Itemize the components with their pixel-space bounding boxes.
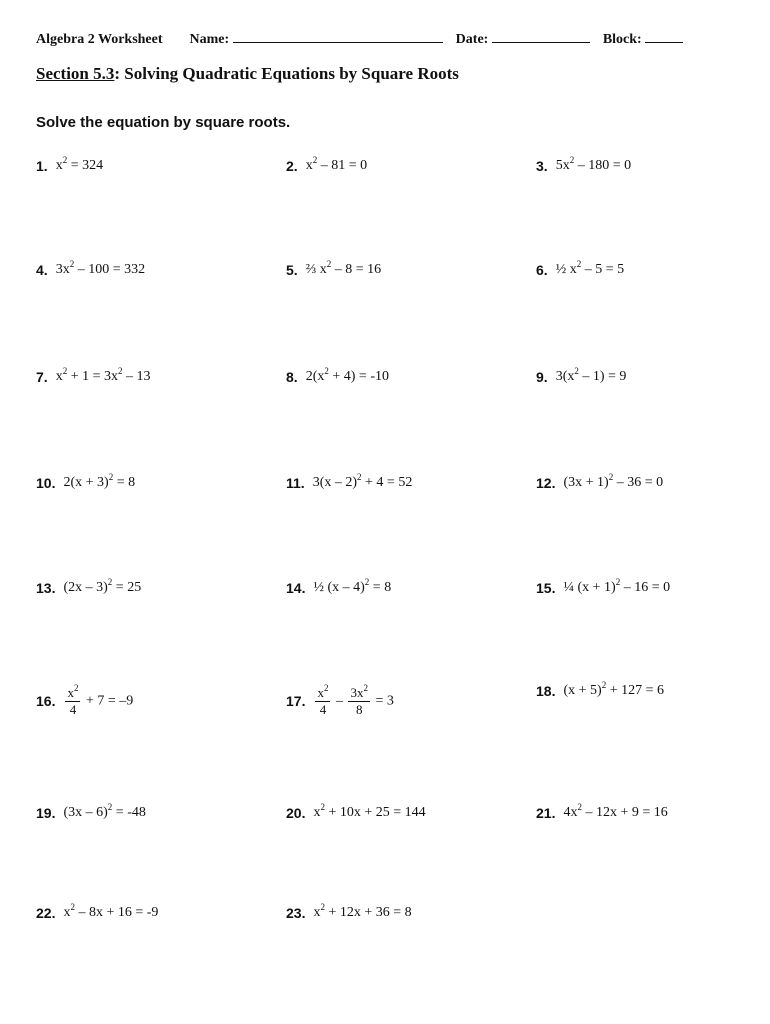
problem-number: 5. (286, 262, 298, 278)
problem-6 (536, 260, 624, 280)
problem-number: 14. (286, 580, 306, 596)
section-number: Section 5.3 (36, 64, 115, 83)
problem-expression: $x^2 + 10x + 25 = 144$ (313, 802, 426, 820)
problem-number: 22. (36, 905, 56, 921)
problem-number: 9. (536, 369, 548, 385)
problem-10 (36, 473, 135, 493)
worksheet-name: Algebra 2 Worksheet (36, 32, 163, 47)
problem-14 (286, 578, 391, 598)
problem-expression: $3x^2 - 100 = 332$ (55, 259, 146, 277)
problem-number: 3. (536, 158, 548, 174)
problem-number: 10. (36, 475, 56, 491)
name-label: Name: (189, 32, 230, 47)
problem-number: 20. (286, 805, 306, 821)
problem-expression (63, 682, 134, 718)
section-heading: : Solving Quadratic Equations by Square Roots (114, 64, 459, 83)
fraction-numerator: $x^2$ (317, 682, 329, 700)
problem-expression: $4x^2 - 12x + 9 = 16$ (563, 802, 668, 820)
problem-number: 23. (286, 905, 306, 921)
problem-11 (286, 473, 412, 493)
problem-expression: (3x – 6)$^2$ = -48 (63, 802, 146, 820)
fraction (65, 682, 80, 718)
fraction-numerator: $3x^2$ (350, 682, 368, 700)
expression-tail: = 3 (375, 693, 394, 709)
problem-expression: $(3x + 1)^2 - 36 = 0$ (563, 472, 664, 490)
problem-number: 15. (536, 580, 556, 596)
fraction-denominator: 8 (355, 701, 363, 717)
problem-number: 6. (536, 262, 548, 278)
section-title (36, 64, 459, 84)
problem-number: 1. (36, 158, 48, 174)
problem-expression: $(x + 5)^2 + 127 = 6$ (563, 680, 664, 698)
problem-15 (536, 578, 670, 598)
problem-number: 8. (286, 369, 298, 385)
problem-expression: $x^2 = 324$ (55, 155, 104, 173)
problem-expression: $3(x^2 - 1) = 9$ (555, 366, 627, 384)
problem-4 (36, 260, 145, 280)
problem-7 (36, 367, 150, 387)
date-label: Date: (455, 32, 489, 47)
problem-8 (286, 367, 389, 387)
problem-number: 16. (36, 693, 56, 709)
problem-19 (36, 803, 146, 823)
problem-number: 21. (536, 805, 556, 821)
problem-2 (286, 156, 367, 176)
problem-number: 2. (286, 158, 298, 174)
problem-9 (536, 367, 626, 387)
fraction-denominator: 4 (319, 701, 327, 717)
problem-17 (286, 681, 394, 721)
problem-number: 7. (36, 369, 48, 385)
block-label: Block: (602, 32, 642, 47)
problem-5 (286, 260, 381, 280)
fraction (315, 682, 330, 718)
date-blank[interactable] (492, 30, 590, 43)
problem-18 (536, 681, 664, 701)
problem-1 (36, 156, 103, 176)
problem-number: 13. (36, 580, 56, 596)
problem-number: 17. (286, 693, 306, 709)
problem-expression: (2x – 3)$^2$ = 25 (63, 577, 142, 595)
problem-expression: $5x^2 - 180 = 0$ (555, 155, 632, 173)
problem-expression: ¼ $(x + 1)^2 - 16 = 0$ (563, 577, 671, 595)
problem-expression: $x^2 + 12x + 36 = 8$ (313, 902, 412, 920)
fraction (348, 682, 370, 718)
problem-number: 4. (36, 262, 48, 278)
problem-expression: $x^2 + 1 = 3x^2 - 13$ (55, 366, 151, 384)
fraction-numerator: $x^2$ (67, 682, 79, 700)
problem-expression: 3(x – 2)$^2$ + 4 = 52 (312, 472, 413, 490)
problem-12 (536, 473, 663, 493)
problem-expression: $x^2 - 81 = 0$ (305, 155, 368, 173)
problem-20 (286, 803, 426, 823)
problem-expression: ½ (x – 4)$^2$ = 8 (313, 577, 392, 595)
problem-expression: $x^2 - 8x + 16 = -9$ (63, 902, 159, 920)
problem-number: 12. (536, 475, 556, 491)
problem-expression: ½ $x^2 - 5 = 5$ (555, 259, 625, 277)
problem-3 (536, 156, 631, 176)
problem-expression: ⅔ $x^2 - 8 = 16$ (305, 259, 382, 277)
problem-expression: $2(x + 3)^2 = 8$ (63, 472, 136, 490)
instructions: Solve the equation by square roots. (36, 114, 291, 131)
fraction-denominator: 4 (69, 701, 77, 717)
operator: – (335, 693, 343, 709)
problem-number: 18. (536, 683, 556, 699)
name-blank[interactable] (233, 30, 443, 43)
problem-number: 11. (286, 475, 305, 491)
problem-23 (286, 903, 412, 923)
problem-21 (536, 803, 668, 823)
problem-16 (36, 681, 133, 721)
problem-number: 19. (36, 805, 56, 821)
expression-tail: + 7 = –9 (85, 693, 134, 709)
problem-expression (313, 682, 394, 718)
worksheet-header (36, 30, 683, 48)
problem-13 (36, 578, 141, 598)
problem-22 (36, 903, 158, 923)
block-blank[interactable] (645, 30, 683, 43)
problem-expression: $2(x^2 + 4) = -10$ (305, 366, 389, 384)
